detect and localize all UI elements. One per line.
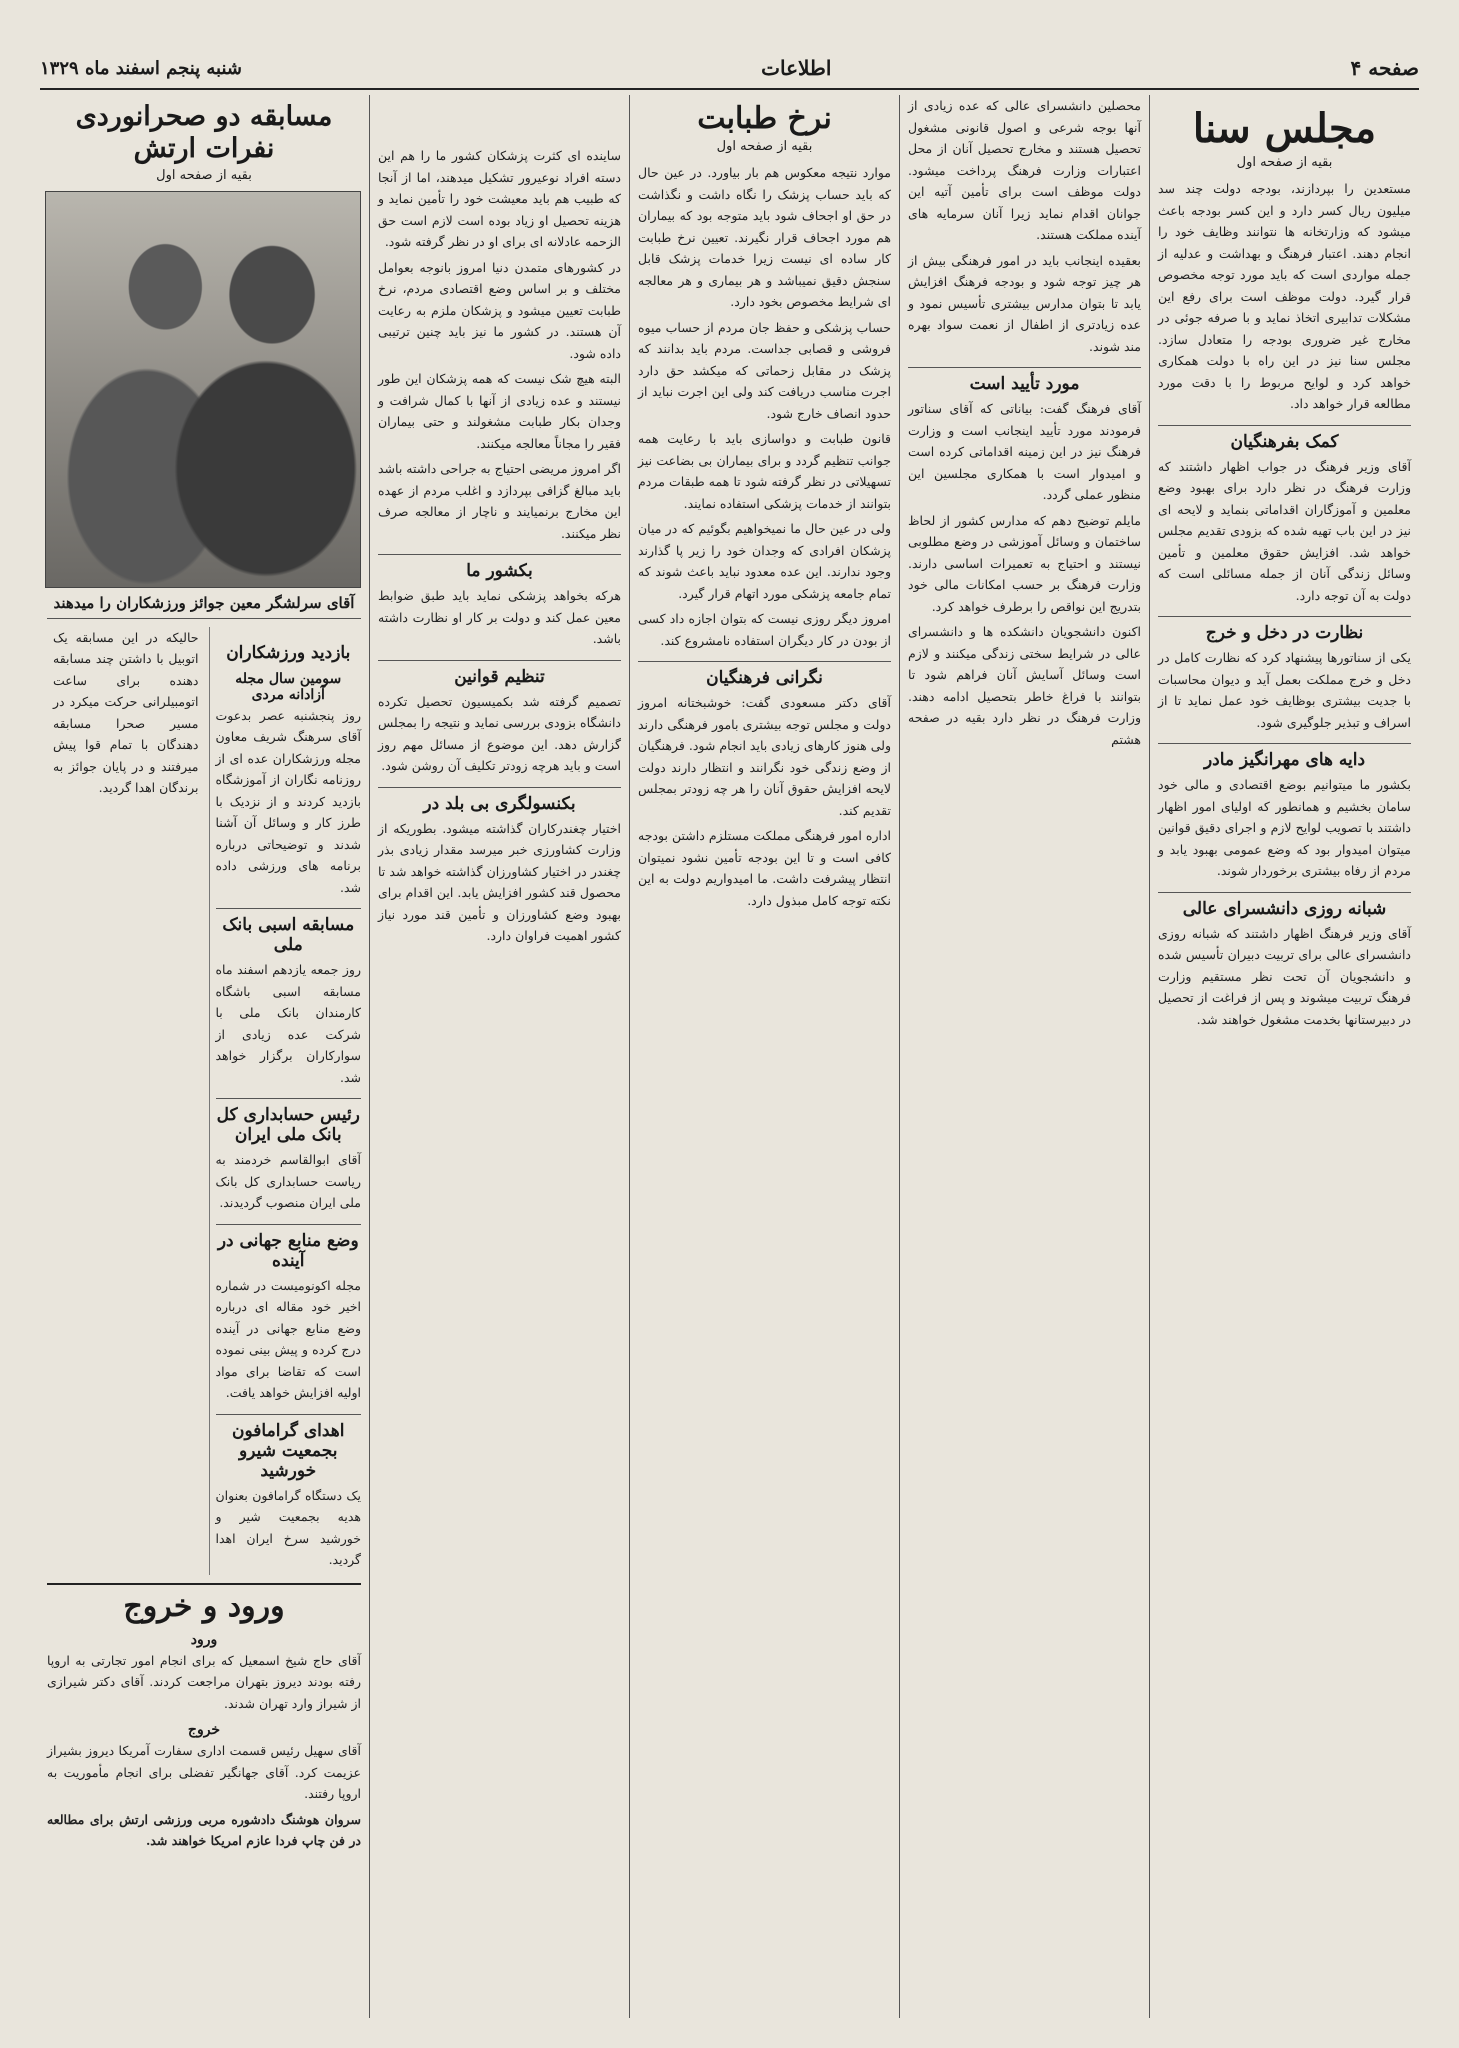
- paragraph: در کشورهای متمدن دنیا امروز بانوجه بعوامل مختلف و بر اساس وضع اقتصادی مردم، نرخ طبابت تعیین میشود و پزشکان ملزم به رعایت آن هستند. در کشور ما نیز باید چنین ترتیبی داده شود.: [378, 259, 621, 361]
- senate-subtitle: بقیه از صفحه اول: [1236, 155, 1333, 170]
- paragraph: قانون طبابت و دواسازی باید با رعایت همه جوانب تنظیم گردد و برای بیماران بی بضاعت نیز تسهیلاتی در نظر گرفته شود تا همه طبقات مردم بتوانند از خدمات پزشکی استفاده نمایند.: [638, 431, 891, 511]
- paragraph: هرکه بخواهد پزشکی نماید باید طبق ضوابط معین عمل کند و دولت بر کار او نظارت داشته باشد.: [378, 588, 621, 646]
- paragraph: یک دستگاه گرامافون بعنوان هدیه بجمعیت شیر و خورشید سرخ ایران اهدا گردید.: [215, 1487, 361, 1568]
- section-heading: وضع منابع جهانی در آینده: [216, 1224, 362, 1271]
- two-column-block: [47, 627, 361, 1575]
- page-number: صفحه ۴: [1350, 56, 1419, 80]
- section-heading: کمک بفرهنگیان: [1158, 425, 1411, 452]
- paragraph: آقای وزیر فرهنگ اظهار داشتند که شبانه روزی دانشسرای عالی برای تربیت دبیران تأسیس شده و دانشجویان آن تحت نظر مستقیم وزارت فرهنگ تربیت میشوند و پس از فراغت از تحصیل در دبیرستانها بخدمت مشغول خواهند شد.: [1158, 925, 1411, 1027]
- senate-title: مجلس سنا: [1192, 105, 1377, 152]
- fees-title: نرخ طبابت: [697, 101, 832, 136]
- section-heading: نظارت در دخل و خرج: [1158, 616, 1411, 643]
- paragraph: آقای سهیل رئیس قسمت اداری سفارت آمریکا دیروز بشیراز عزیمت کرد. آقای جهانگیر تفضلی برای انجام مأموریت به اروپا رفتند.: [47, 1743, 361, 1802]
- arrivals-heading: ورود: [190, 1631, 218, 1648]
- paragraph: اگر امروز مریضی احتیاج به جراحی داشته باشد باید مبالغ گزافی بپردازد و اغلب مردم از عهده این مخارج برنمیایند و ناچار از معالجه صرف نظر میکنند.: [378, 461, 621, 541]
- column-medical-fees: [629, 95, 899, 2018]
- column-medical-continued: [369, 95, 629, 2018]
- section-heading: بکشور ما: [378, 554, 621, 581]
- paragraph: آقای فرهنگ گفت: بیاناتی که آقای سناتور فرمودند مورد تأیید اینجانب است و وزارت فرهنگ نیز در این زمینه اقداماتی کرده است و امیدوار است با همکاری مجلسین این منظور عملی گردد.: [908, 401, 1141, 502]
- paragraph: اداره امور فرهنگی مملکت مستلزم داشتن بودجه کافی است و تا این بودجه تأمین نشود نمیتوان انتظار پیشرفت داشت. ما امیدواریم دولت به این نکته توجه کامل مبذول دارد.: [638, 828, 891, 908]
- paragraph: مستعدین را بپردازند، بودجه دولت چند سد میلیون ریال کسر دارد و این کسر بودجه باعث میشود که وزارتخانه ها نتوانند وظایف خود را انجام دهند. اعتبار فرهنگ و بهداشت و عدلیه از جمله مواردی است که باید مورد توجه مخصوص قرار گیرد. دولت موظف است برای رفع این مشکلات تدابیری اتخاذ نماید و با صرفه جوئی در مخارج غیر ضروری بودجه را متعادل سازد. مجلس سنا نیز در این راه با دولت همکاری خواهد کرد و لوایح مربوط را با دقت مورد مطالعه قرار خواهد داد.: [1158, 181, 1411, 411]
- paragraph: اختیار چغندرکاران گذاشته میشود. بطوریکه از وزارت کشاورزی خبر میرسد مقدار زیادی بذر چغندر در اختیار کشاورزان گذاشته خواهد شد تا محصول قند کشور افزایش یابد. این اقدام برای بهبود وضع کشاورزان و تأمین قند مورد نیاز کشور اهمیت فراوان دارد.: [378, 820, 621, 943]
- column-senate-continued: [899, 95, 1149, 2018]
- section-heading: مسابقه اسبی بانک ملی: [216, 908, 362, 955]
- paragraph: امروز دیگر روزی نیست که بتوان اجازه داد کسی از بودن در کار دیگران استفاده نامشروع کند.: [638, 611, 891, 648]
- paragraph: ساینده ای کثرت پزشکان کشور ما را هم این دسته افراد نوعیرور تشکیل میدهند، اما از آنجا که طبیب هم باید معیشت خود را تأمین نماید و هزینه تحصیل او زیاد بوده است لازم است حق الزحمه عادلانه ای برای او در نظر گرفته شود.: [378, 148, 621, 249]
- paragraph: سروان هوشنگ دادشوره مربی ورزشی ارتش برای مطالعه در فن چاپ فردا عازم امریکا خواهند شد.: [47, 1811, 361, 1849]
- issue-date: شنبه پنجم اسفند ماه ۱۳۲۹: [40, 57, 242, 79]
- paragraph: بعقیده اینجانب باید در امور فرهنگی بیش از هر چیز توجه شود و بودجه فرهنگ افزایش یابد تا بتوان مدارس بیشتری تأسیس نمود و عده زیادتری از اطفال از نعمت سواد بهره مند شوند.: [908, 252, 1141, 354]
- column-senate: [1149, 95, 1419, 2018]
- article-body: [1158, 178, 1411, 415]
- paragraph: مجله اکونومیست در شماره اخیر خود مقاله ای درباره وضع منابع جهانی در آینده درج کرده و پیش بینی نموده است که تقاضا برای مواد اولیه افزایش خواهد یافت.: [215, 1277, 361, 1401]
- paragraph: مایلم توضیح دهم که مدارس کشور از لحاظ ساختمان و وسائل آموزشی در وضع مطلوبی نیستند و احتیاج به تعمیرات اساسی دارند. وزارت فرهنگ بر حسب امکانات مالی خود بتدریج این نواقص را برطرف خواهد کرد.: [908, 512, 1141, 614]
- section-heading: مورد تأیید است: [908, 367, 1141, 394]
- paragraph: آقای وزیر فرهنگ در جواب اظهار داشتند که وزارت فرهنگ در نظر دارد برای بهبود وضع معلمین و آموزگاران اقداماتی بنماید و لایحه ای نیز در این باب تهیه شده که بزودی تقدیم مجلس خواهد شد. افزایش حقوق معلمین و تأمین وسائل زندگی آنان از جمله مسائلی است که دولت به آن توجه دارد.: [1158, 458, 1411, 603]
- paragraph: موارد نتیجه معکوس هم بار بیاورد. در عین حال که باید حساب پزشک را نگاه داشت و نگذاشت در حق او اجحاف شود باید متوجه بود که بیماران هم مورد اجحاف قرار نگیرند. تعیین نرخ طبابت کار ساده ای نیست زیرا خدمات پزشک قابل سنجش دقیق نمیباشد و هر بیماری و هر معالجه ای شرایط مخصوص بخود دارد.: [638, 165, 891, 309]
- section-heading: بکنسولگری بی بلد در: [378, 787, 621, 814]
- paragraph: تصمیم گرفته شد بکمیسیون تحصیل تکرده دانشگاه بزودی بررسی نماید و نتیجه را بمجلس گزارش دهد. این موضوع از مسائل مهم روز است و باید هرچه زودتر تکلیف آن روشن شود.: [378, 693, 621, 773]
- section-heading: رئیس حسابداری کل بانک ملی ایران: [216, 1098, 362, 1145]
- section-heading: دایه های مهرانگیز مادر: [1158, 743, 1411, 770]
- race-title: مسابقه دو صحرانوردی نفرات ارتش: [75, 101, 333, 165]
- fees-subtitle: بقیه از صفحه اول: [716, 139, 813, 154]
- subcolumn-left: [47, 627, 199, 1575]
- paragraph: محصلین دانشسرای عالی که عده زیادی از آنها بوجه شرعی و اصول قانونی مشغول تحصیل هستند و مخارج تحصیل آنان از محل اعتبارات وزارت فرهنگ پرداخت میشود. دولت موظف است برای تأمین آتیه این جوانان اقدام نماید زیرا آنان سرمایه های آینده مملکت هستند.: [908, 98, 1141, 242]
- page-header: [40, 48, 1419, 90]
- section-heading: نگرانی فرهنگیان: [638, 661, 891, 688]
- arrivals-departures-title: ورود و خروج: [47, 1583, 361, 1624]
- paragraph: یکی از سناتورها پیشنهاد کرد که نظارت کامل در دخل و خرج مملکت بعمل آید و دیوان محاسبات با جدیت بیشتری بوظایف خود عمل نماید تا از اسراف و تبذیر جلوگیری شود.: [1158, 650, 1411, 730]
- section-subheading: سومین سال مجله آزادانه مردی: [235, 670, 342, 703]
- paragraph: اکنون دانشجویان دانشکده ها و دانشسرای عالی در شرایط سختی زندگی میکنند و لازم است وسائل آسایش آنان فراهم شود تا بتوانند با فراغ خاطر بتحصیل ادامه دهند. وزارت فرهنگ در نظر دارد بقیه در صفحه هشتم: [908, 624, 1141, 747]
- paragraph: آقای حاج شیخ اسمعیل که برای انجام امور تجارتی به اروپا رفته بودند دیروز بتهران مراجعت کردند. آقای دکتر شیرازی از شیراز وارد تهران شدند.: [47, 1652, 361, 1711]
- section-heading: تنظیم قوانین: [378, 660, 621, 687]
- section-heading: بازدید ورزشکاران: [226, 642, 351, 663]
- section-heading: شبانه روزی دانشسرای عالی: [1158, 892, 1411, 919]
- newspaper-name: اطلاعات: [761, 56, 832, 80]
- paragraph: بکشور ما میتوانیم بوضع اقتصادی و مالی خود سامان بخشیم و همانطور که اولیای امور اظهار داشتند با تصویب لوایح لازم و اجرای دقیق قوانین میتوان امیدوار بود که وضع عمومی بهبود یابد و مردم از رفاه بیشتری برخوردار شوند.: [1158, 777, 1411, 878]
- paragraph: البته هیچ شک نیست که همه پزشکان این طور نیستند و عده زیادی از آنها با کمال شرافت و وجدان بکار طبابت مشغولند و حتی بیماران فقیر را مجاناً معالجه میکنند.: [378, 371, 621, 451]
- section-heading: اهدای گرامافون بجمعیت شیرو خورشید: [216, 1414, 362, 1481]
- photo-caption: آقای سرلشگر معین جوائز ورزشکاران را میدهند: [47, 594, 361, 619]
- news-photo: [45, 191, 361, 588]
- paragraph: حساب پزشکی و حفظ جان مردم از حساب میوه فروشی و قصابی جداست. مردم باید بدانند که پزشک در مقابل زحماتی که میکشد حق دارد اجرت مناسب دریافت کند ولی این اجرت نباید از حدود انصاف خارج شود.: [638, 319, 891, 421]
- departures-heading: خروج: [187, 1722, 221, 1739]
- paragraph: روز پنجشنبه عصر بدعوت آقای سرهنگ شریف معاون مجله ورزشکاران عده ای از روزنامه نگاران از آموزشگاه بازدید کردند و از نزدیک با طرز کار و وسائل آن آشنا شدند و توضیحاتی درباره برنامه های ورزشی داده شد.: [215, 707, 361, 895]
- subcolumn-right: [209, 627, 362, 1575]
- paragraph: ولی در عین حال ما نمیخواهیم بگوئیم که در میان پزشکان افرادی که وجدان خود را زیر پا گذارند وجود ندارند. این عده معدود نباید باعث شوند که تمام جامعه پزشکی مورد اتهام قرار گیرد.: [638, 521, 891, 601]
- race-subtitle: بقیه از صفحه اول: [156, 167, 252, 183]
- paragraph: روز جمعه یازدهم اسفند ماه مسابقه اسبی باشگاه کارمندان بانک ملی با شرکت عده زیادی از سوارکاران برگزار خواهد شد.: [215, 962, 361, 1085]
- paragraph: حالیکه در این مسابقه یک اتوبیل با داشتن چند مسابقه دهنده برای ساعت اتومبیلرانی حرکت میکرد در مسیر صحرا مسابقه دهندگان با تمام قوا پیش میرفتند و در پایان جوائز به برندگان اهدا گردید.: [53, 629, 199, 796]
- column-army-race: [39, 95, 369, 2018]
- paragraph: آقای دکتر مسعودی گفت: خوشبختانه امروز دولت و مجلس توجه بیشتری بامور فرهنگی دارند ولی هنوز کارهای زیادی باید انجام شود. فرهنگیان از وضع زندگی خود نگرانند و انتظار دارند دولت لایحه افزایش حقوق آنان را هر چه زودتر بمجلس تقدیم کند.: [638, 695, 891, 818]
- paragraph: آقای ابوالقاسم خردمند به ریاست حسابداری کل بانک ملی ایران منصوب گردیدند.: [215, 1152, 361, 1211]
